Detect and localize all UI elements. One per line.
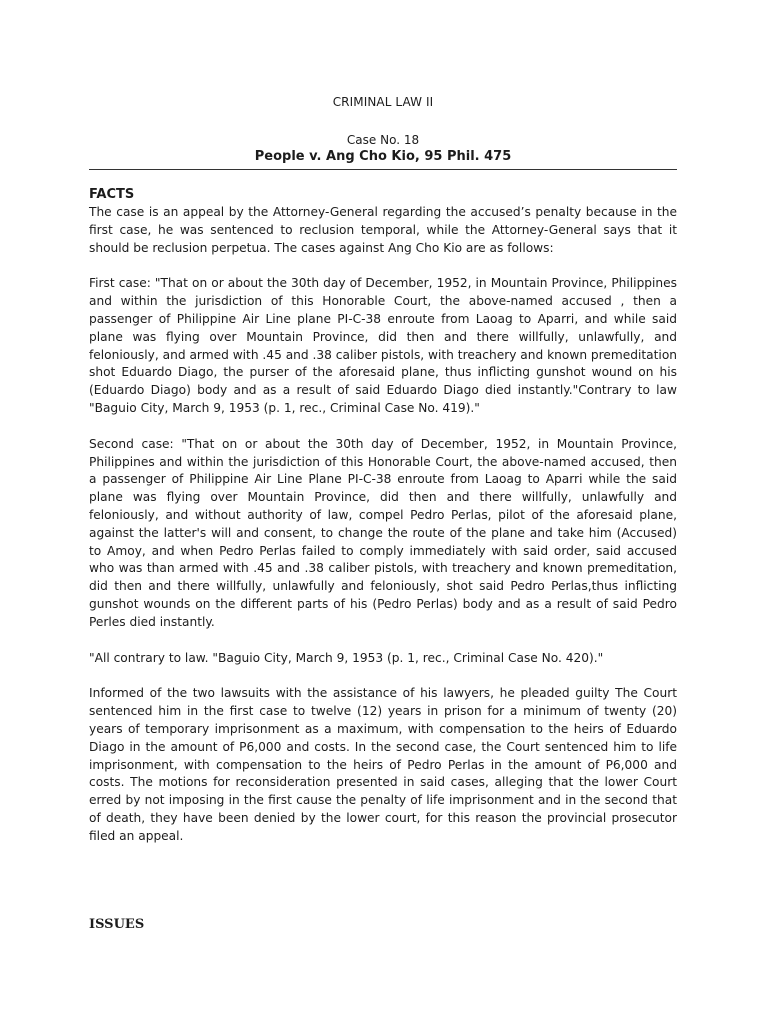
case-title: People v. Ang Cho Kio, 95 Phil. 475 [254,149,512,164]
issues-heading: ISSUES [89,916,145,932]
facts-paragraph-intro: The case is an appeal by the Attorney-General regarding the accused’s penalty because in the first case, he was sentenced to reclusion temporal, while the Attorney-General says that it should be reclusion perpetua. The cases against Ang Cho Kio are as follows: [89,205,677,255]
facts-heading: FACTS [89,187,135,202]
document-page [89,94,677,934]
facts-paragraph-contrary-to-law: "All contrary to law. "Baguio City, March 9, 1953 (p. 1, rec., Criminal Case No. 420)." [89,650,604,665]
facts-section [89,186,677,846]
facts-paragraph-proceedings: Informed of the two lawsuits with the assistance of his lawyers, he pleaded guilty The Court sentenced him in the first case to twelve (12) years in prison for a minimum of twenty (20) years of temporary imprisonment as a maximum, with compensation to the heirs of Eduardo Diago in the amount of P6,000 and costs. In the second case, the Court sentenced him to life imprisonment, with compensation to the heirs of Pedro Perlas in the amount of P6,000 and costs. The motions for reconsideration presented in said cases, alleging that the lower Court erred by not imposing in the first cause the penalty of life imprisonment and in the second that of death, they have been denied by the lower court, for this reason the provincial prosecutor filed an appeal. [89,686,677,843]
course-title: CRIMINAL LAW II [332,95,434,109]
facts-paragraph-second-case: Second case: "That on or about the 30th day of December, 1952, in Mountain Province, Philippines and within the jurisdiction of this Honorable Court, the above-named accused, then a passenger of Philippine Air Line Plane PI-C-38 enroute from Laoag to Aparri while the said plane was flying over Mountain Province, did then and there willfully, unlawfully and feloniously, and without authority of law, compel Pedro Perlas, pilot of the aforesaid plane, against the latter's will and consent, to change the route of the plane and take him (Accused) to Amoy, and when Pedro Perlas failed to comply immediately with said order, said accused who was than armed with .45 and .38 caliber pistols, with treachery and known premeditation, did then and there willfully, unlawfully and feloniously, shot said Pedro Perlas,thus inflicting gunshot wounds on the different parts of his (Pedro Perlas) body and as a result of said Pedro Perles died instantly. [89,436,677,629]
facts-paragraph-first-case: First case: "That on or about the 30th day of December, 1952, in Mountain Province, Philippines and within the jurisdiction of this Honorable Court, the above-named accused , then a passenger of Philippine Air Line plane PI-C-38 enroute from Laoag to Aparri, and while said plane was flying over Mountain Province, did then and there willfully, unlawfully, and feloniously, and armed with .45 and .38 caliber pistols, with treachery and known premeditation shot Eduardo Diago, the purser of the aforesaid plane, thus inflicting gunshot wound on his (Eduardo Diago) body and as a result of said Eduardo Diago died instantly."Contrary to law "Baguio City, March 9, 1953 (p. 1, rec., Criminal Case No. 419)." [89,276,677,415]
header-divider [89,169,677,170]
case-number: Case No. 18 [346,133,420,147]
